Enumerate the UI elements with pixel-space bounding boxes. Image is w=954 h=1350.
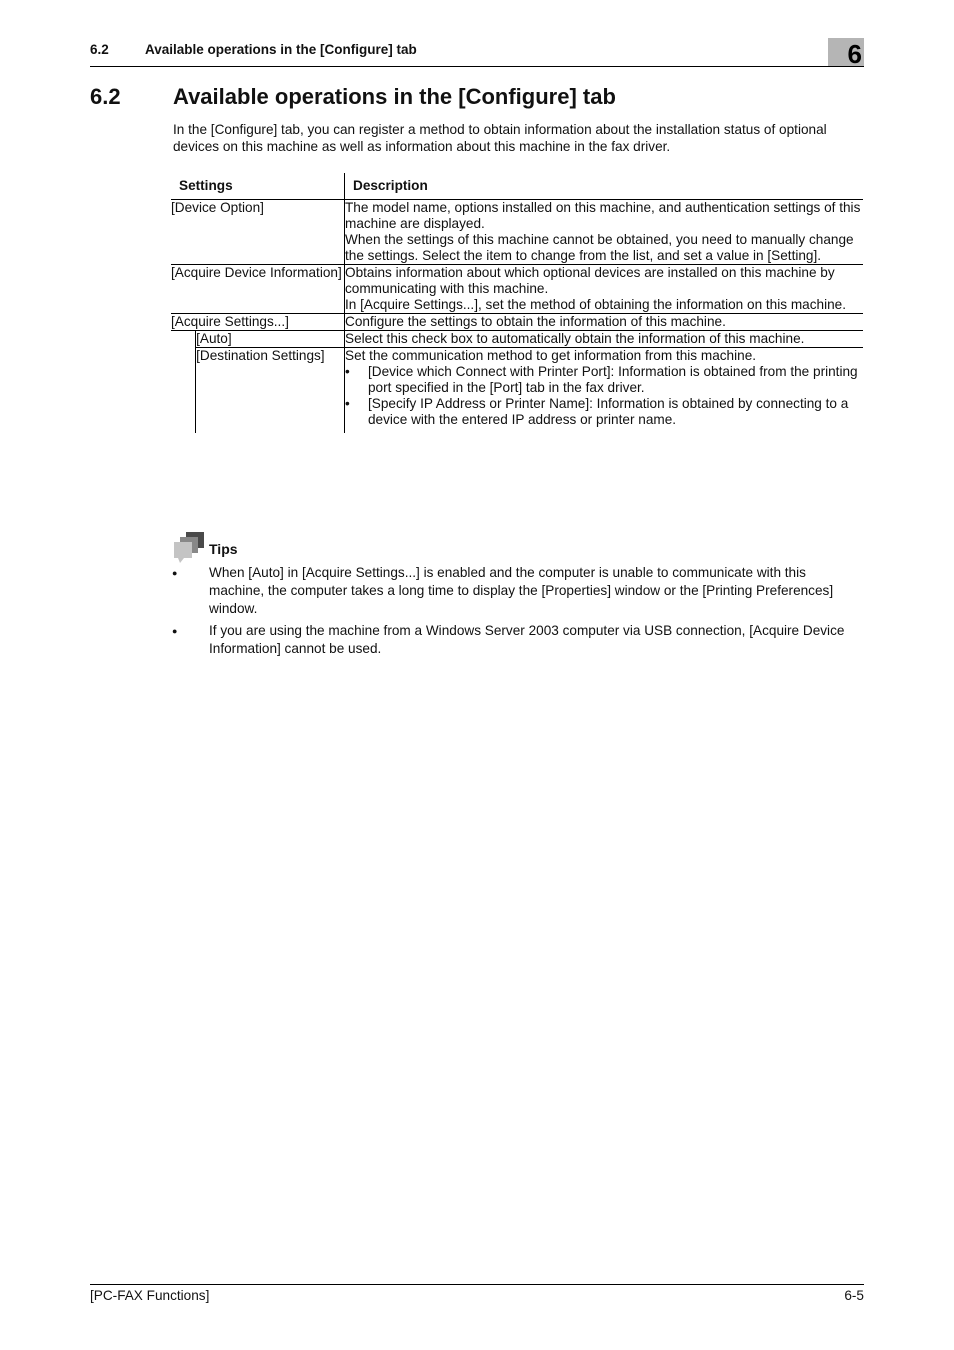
footer-manual-name: [PC-FAX Functions]	[90, 1288, 210, 1303]
setting-cell: [Auto]	[196, 331, 345, 348]
table-header-row	[171, 173, 863, 200]
table-header-description: Description	[345, 173, 864, 200]
table-row	[171, 265, 863, 314]
description-text: In [Acquire Settings...], set the method of obtaining the information on this machine.	[345, 297, 846, 312]
description-text: Obtains information about which optional devices are installed on this machine by communicating with this machine.	[345, 265, 835, 296]
description-text: The model name, options installed on this machine, and authentication settings of this machine are displayed.	[345, 200, 861, 231]
section-heading-title: Available operations in the [Configure] tab	[173, 84, 616, 109]
list-item: ● When [Auto] in [Acquire Settings...] is enabled and the computer is unable to communicate with this machine, the computer takes a long time to display the [Properties] window or the [Printing Preferences] window.	[172, 564, 864, 618]
table-row	[171, 331, 863, 348]
description-cell	[345, 265, 864, 314]
tips-list	[172, 564, 864, 662]
header-section-number: 6.2	[90, 42, 109, 57]
setting-cell: [Destination Settings]	[196, 348, 325, 363]
list-item: • [Specify IP Address or Printer Name]: Information is obtained by connecting to a device with the entered IP address or printer name.	[345, 396, 863, 428]
table-row	[171, 348, 863, 434]
description-cell	[345, 348, 864, 434]
tips-icon	[172, 532, 206, 564]
list-item: • [Device which Connect with Printer Port]: Information is obtained from the printing port specified in the [Port] tab in the fax driver.	[345, 364, 863, 396]
table-row	[171, 314, 863, 331]
intro-paragraph: In the [Configure] tab, you can register a method to obtain information about the installation status of optional devices on this machine as well as information about this machine in the fax driver.	[173, 122, 827, 154]
description-bullets	[345, 364, 863, 428]
header-section-title: Available operations in the [Configure] tab	[145, 42, 417, 57]
tips-label: Tips	[209, 541, 238, 557]
table-row	[171, 200, 863, 265]
description-cell: Configure the settings to obtain the information of this machine.	[345, 314, 864, 331]
page-number: 6-5	[844, 1288, 864, 1303]
running-header	[90, 42, 864, 67]
section-heading-number: 6.2	[90, 84, 121, 109]
description-cell	[345, 200, 864, 265]
description-text: When the settings of this machine cannot be obtained, you need to manually change the settings. Select the item to change from the list, and set a value in [Setting].	[345, 232, 854, 263]
indent-spacer	[171, 348, 196, 434]
description-cell: Select this check box to automatically obtain the information of this machine.	[345, 331, 864, 348]
table-header-settings: Settings	[179, 178, 233, 193]
settings-table	[171, 173, 863, 433]
indent-spacer	[171, 331, 196, 348]
description-text: Set the communication method to get information from this machine.	[345, 348, 757, 363]
page-footer	[90, 1284, 864, 1305]
section-heading	[90, 84, 616, 110]
list-item: ● If you are using the machine from a Windows Server 2003 computer via USB connection, [Acquire Device Information] cannot be used.	[172, 622, 864, 658]
setting-cell: [Acquire Device Information]	[171, 265, 342, 280]
chapter-number-badge: 6	[828, 38, 864, 66]
setting-cell: [Device Option]	[171, 200, 264, 215]
setting-cell: [Acquire Settings...]	[171, 314, 289, 329]
